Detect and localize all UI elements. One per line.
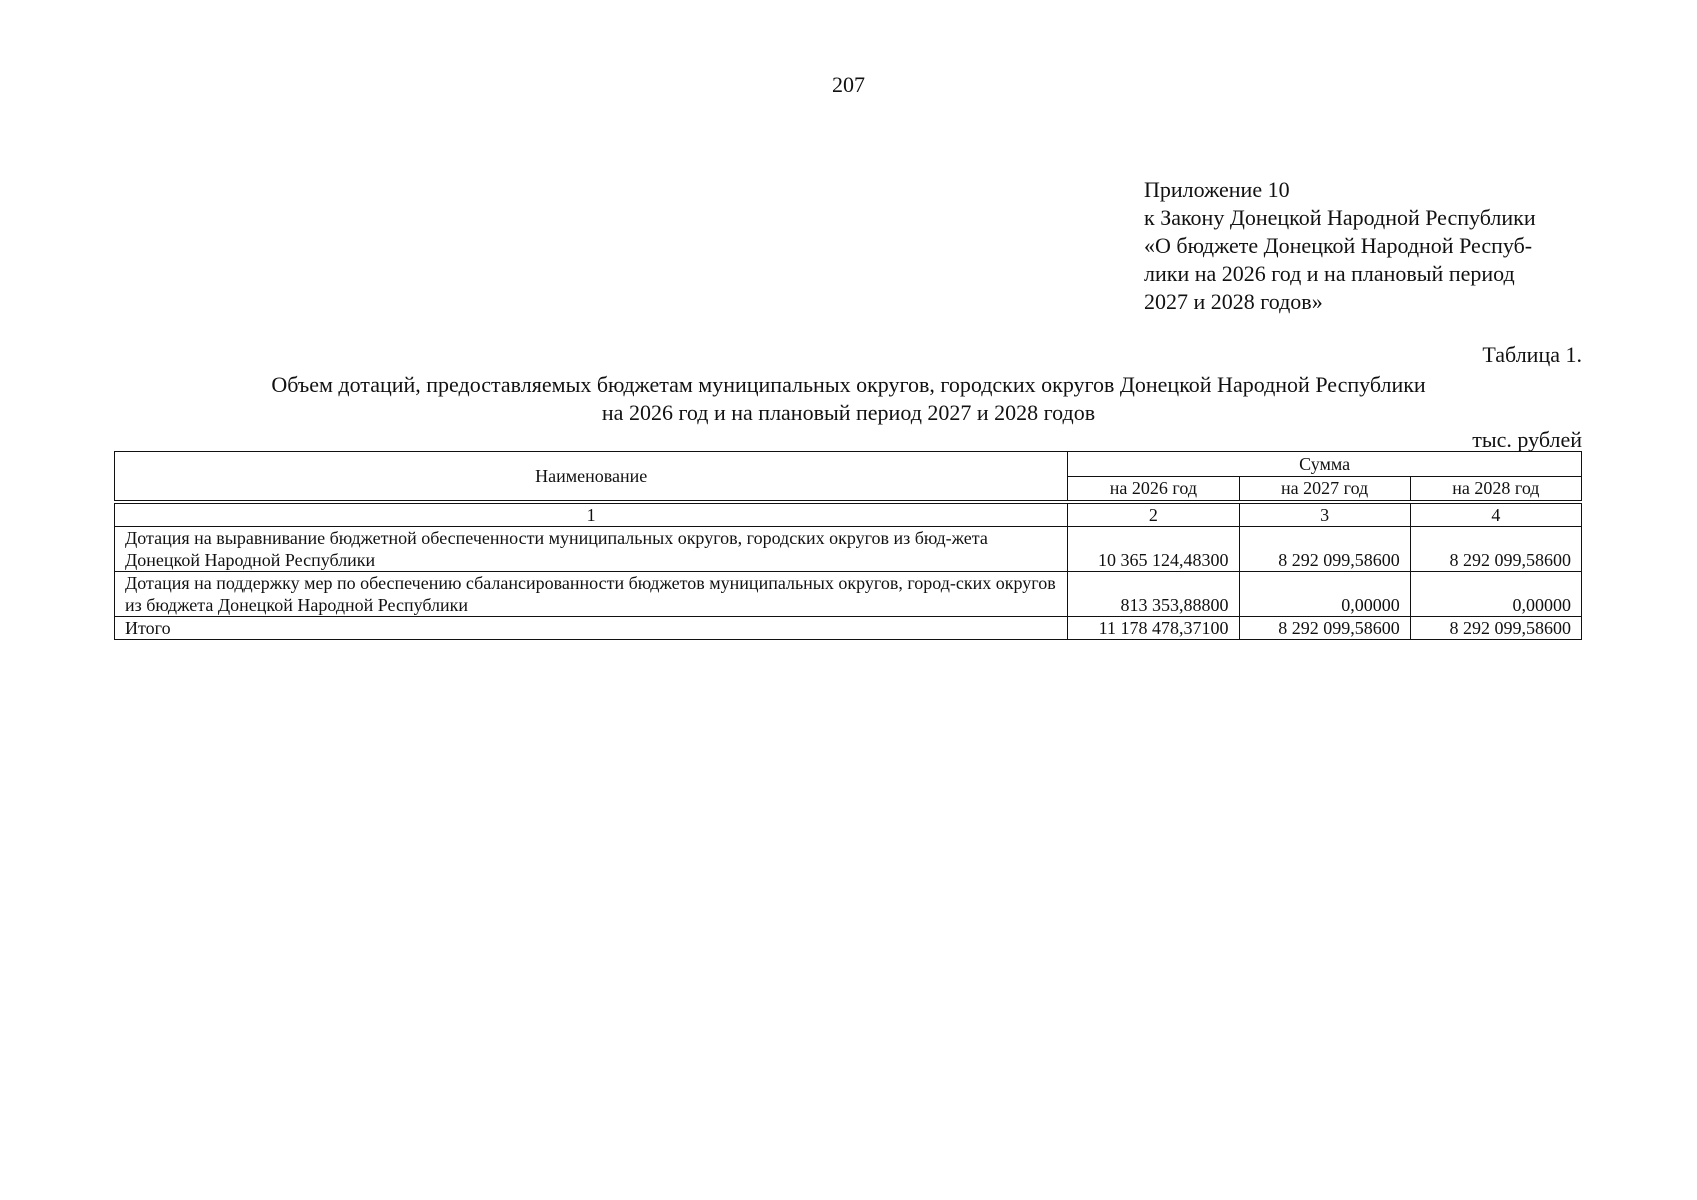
header-year-2026: на 2026 год bbox=[1068, 476, 1239, 501]
title-line-2: на 2026 год и на плановый период 2027 и 2028 годов bbox=[601, 400, 1096, 425]
row-value-2028: 0,00000 bbox=[1410, 572, 1581, 617]
column-number: 1 bbox=[115, 504, 1068, 527]
column-number: 4 bbox=[1410, 504, 1581, 527]
row-name: Дотация на поддержку мер по обеспечению сбалансированности бюджетов муниципальных округов, город-ских округов из бюджета Донецкой Народной Республики bbox=[115, 572, 1068, 617]
appendix-line: Приложение 10 bbox=[1144, 177, 1290, 202]
header-sum: Сумма bbox=[1068, 452, 1582, 477]
column-number: 3 bbox=[1239, 504, 1410, 527]
header-year-2027: на 2027 год bbox=[1239, 476, 1410, 501]
appendix-reference bbox=[1144, 176, 1604, 316]
units-label: тыс. рублей bbox=[1472, 427, 1582, 452]
row-value-2027: 8 292 099,58600 bbox=[1239, 527, 1410, 572]
header-name: Наименование bbox=[115, 452, 1068, 501]
column-number: 2 bbox=[1068, 504, 1239, 527]
table-row bbox=[115, 572, 1582, 617]
total-value-2027: 8 292 099,58600 bbox=[1239, 617, 1410, 640]
row-value-2028: 8 292 099,58600 bbox=[1410, 527, 1581, 572]
total-label: Итого bbox=[115, 617, 1068, 640]
title-line-1: Объем дотаций, предоставляемых бюджетам муниципальных округов, городских округов Донецкой Народной Республики bbox=[271, 372, 1426, 397]
appendix-line: 2027 и 2028 годов» bbox=[1144, 289, 1323, 314]
column-numbers-row bbox=[115, 504, 1582, 527]
row-name: Дотация на выравнивание бюджетной обеспеченности муниципальных округов, городских округов из бюд-жета Донецкой Народной Республики bbox=[115, 527, 1068, 572]
table-number: Таблица 1. bbox=[1482, 342, 1582, 367]
document-title bbox=[0, 371, 1697, 427]
row-value-2027: 0,00000 bbox=[1239, 572, 1410, 617]
row-value-2026: 10 365 124,48300 bbox=[1068, 527, 1239, 572]
appendix-line: лики на 2026 год и на плановый период bbox=[1144, 261, 1515, 286]
budget-table bbox=[114, 451, 1582, 640]
appendix-line: к Закону Донецкой Народной Республики bbox=[1144, 205, 1536, 230]
header-row bbox=[115, 452, 1582, 477]
total-value-2026: 11 178 478,37100 bbox=[1068, 617, 1239, 640]
page-number: 207 bbox=[832, 72, 865, 97]
row-value-2026: 813 353,88800 bbox=[1068, 572, 1239, 617]
total-row bbox=[115, 617, 1582, 640]
header-year-2028: на 2028 год bbox=[1410, 476, 1581, 501]
total-value-2028: 8 292 099,58600 bbox=[1410, 617, 1581, 640]
table-row bbox=[115, 527, 1582, 572]
appendix-line: «О бюджете Донецкой Народной Респуб- bbox=[1144, 233, 1533, 258]
